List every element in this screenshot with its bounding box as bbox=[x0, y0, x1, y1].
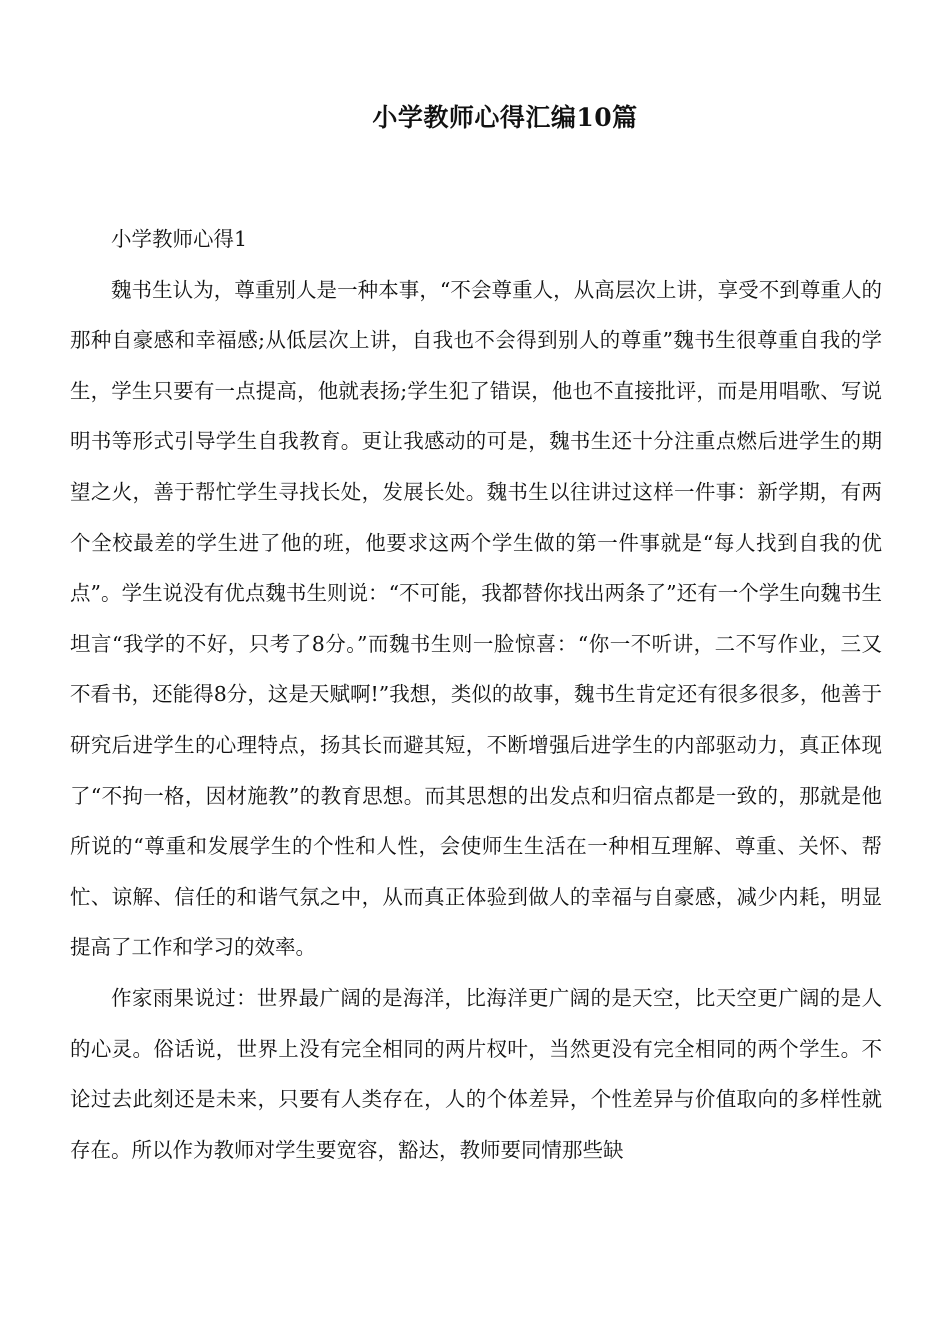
document-body bbox=[70, 214, 882, 1175]
paragraph: 作家雨果说过：世界最广阔的是海洋，比海洋更广阔的是天空，比天空更广阔的是人的心灵。俗话说，世界上没有完全相同的两片杈叶，当然更没有完全相同的两个学生。不论过去此刻还是未来，只要有人类存在，人的个体差异，个性差异与价值取向的多样性就存在。所以作为教师对学生要宽容，豁达，教师要同情那些缺 bbox=[70, 985, 882, 1162]
document-title: 小学教师心得汇编10篇 bbox=[372, 103, 638, 132]
section-heading: 小学教师心得1 bbox=[111, 227, 248, 251]
paragraph: 魏书生认为，尊重别人是一种本事，“不会尊重人，从高层次上讲，享受不到尊重人的那种自豪感和幸福感;从低层次上讲，自我也不会得到别人的尊重”魏书生很尊重自我的学生，学生只要有一点提高，他就表扬;学生犯了错误，他也不直接批评，而是用唱歌、写说明书等形式引导学生自我教育。更让我感动的可是，魏书生还十分注重点燃后进学生的期望之火，善于帮忙学生寻找长处，发展长处。魏书生以往讲过这样一件事：新学期，有两个全校最差的学生进了他的班，他要求这两个学生做的第一件事就是“每人找到自我的优点”。学生说没有优点魏书生则说：“不可能，我都替你找出两条了”还有一个学生向魏书生坦言“我学的不好，只考了8分。”而魏书生则一脸惊喜：“你一不听讲，二不写作业，三又不看书，还能得8分，这是天赋啊!”我想，类似的故事，魏书生肯定还有很多很多，他善于研究后进学生的心理特点，扬其长而避其短，不断增强后进学生的内部驱动力，真正体现了“不拘一格，因材施教”的教育思想。而其思想的出发点和归宿点都是一致的，那就是他所说的“尊重和发展学生的个性和人性，会使师生生活在一种相互理解、尊重、关怀、帮忙、谅解、信任的和谐气氛之中，从而真正体验到做人的幸福与自豪感，减少内耗，明显提高了工作和学习的效率。 bbox=[70, 277, 882, 960]
